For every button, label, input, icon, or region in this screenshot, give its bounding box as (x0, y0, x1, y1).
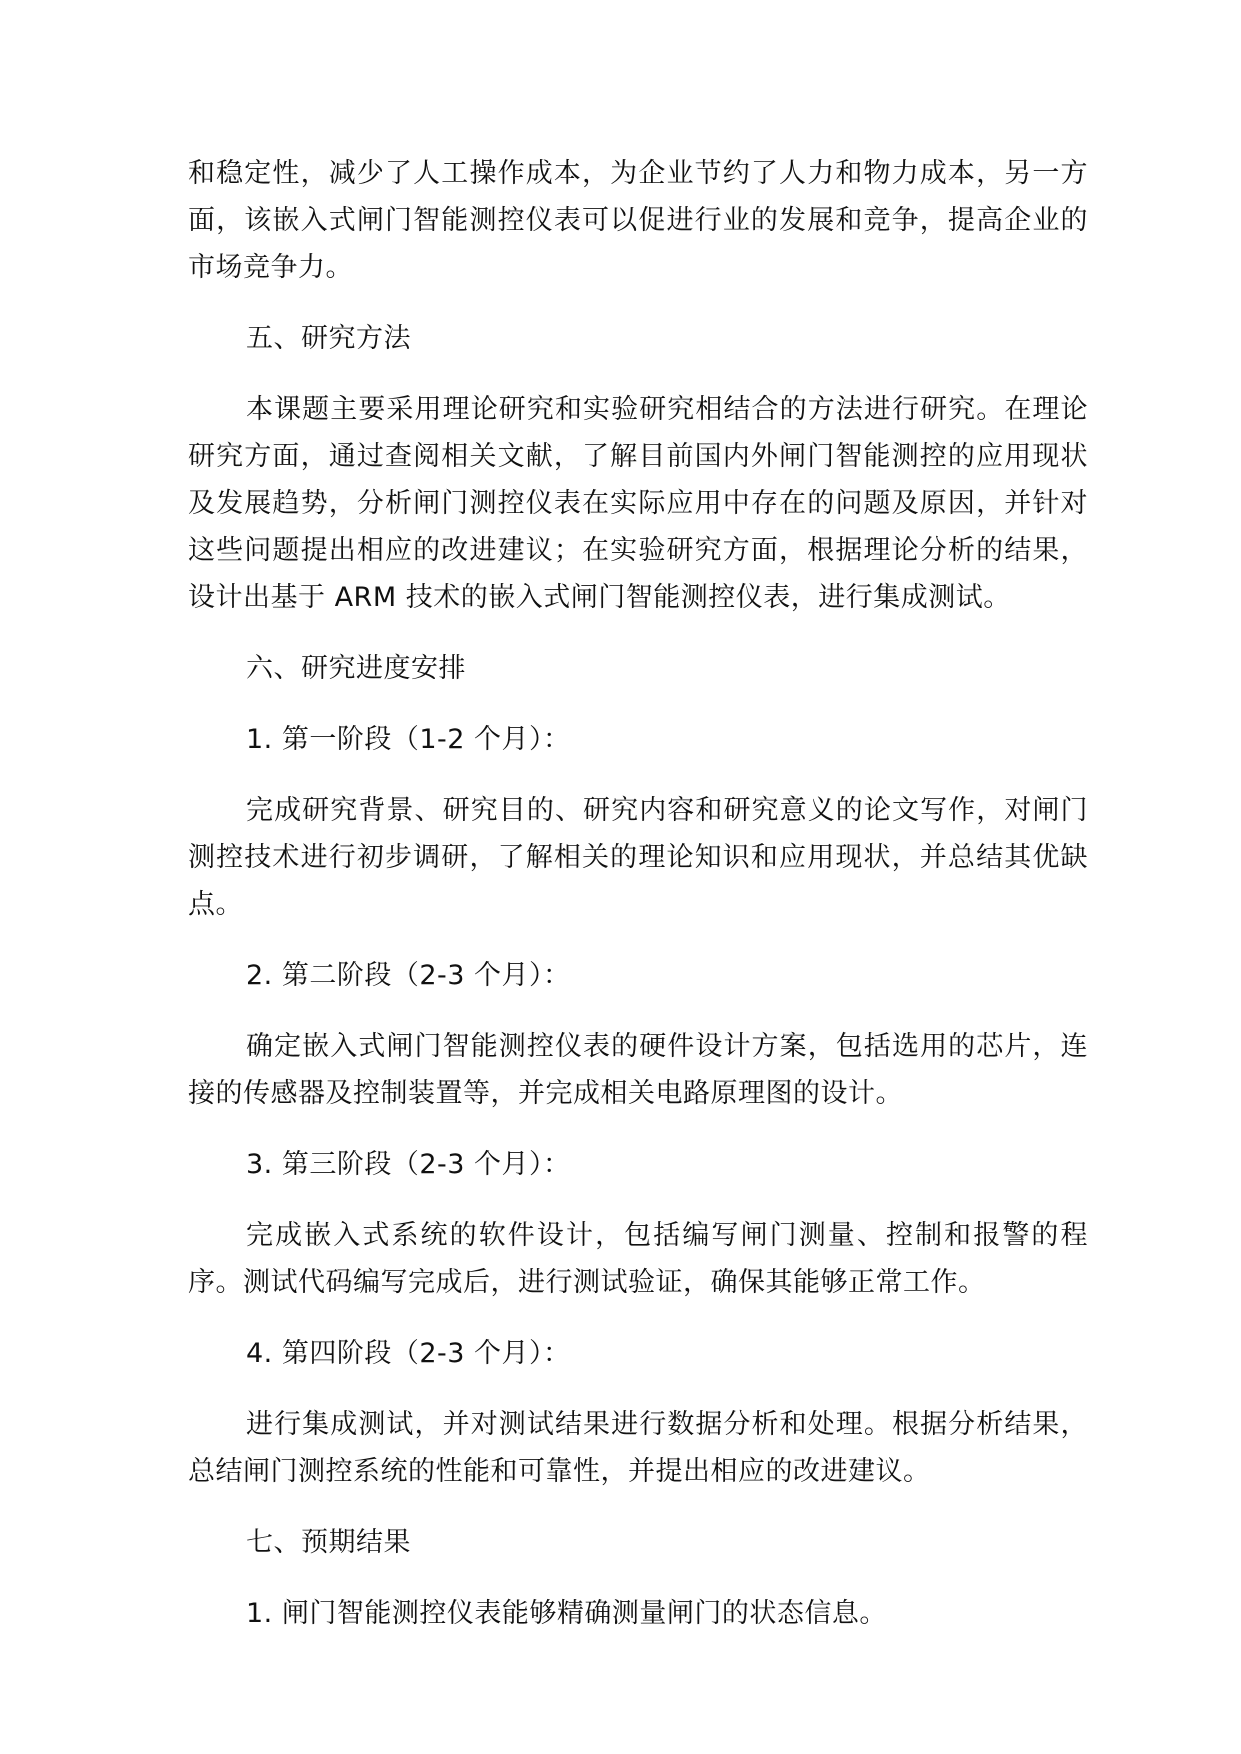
expected-result-1: 1. 闸门智能测控仪表能够精确测量闸门的状态信息。 (246, 1598, 887, 1629)
document-page (188, 150, 1088, 1661)
stage-2-text: 确定嵌入式闸门智能测控仪表的硬件设计方案，包括选用的芯片，连接的传感器及控制装置等，并完成相关电路原理图的设计。 (188, 1031, 1088, 1109)
section-heading-methods: 五、研究方法 (246, 323, 411, 354)
stage-1-heading: 1. 第一阶段（1-2 个月）： (246, 724, 571, 755)
section-heading-expected-results: 七、预期结果 (246, 1527, 411, 1558)
paragraph-continuation: 和稳定性，减少了人工操作成本，为企业节约了人力和物力成本，另一方面，该嵌入式闸门智能测控仪表可以促进行业的发展和竞争，提高企业的市场竞争力。 (188, 158, 1088, 283)
stage-4-text: 进行集成测试，并对测试结果进行数据分析和处理。根据分析结果，总结闸门测控系统的性能和可靠性，并提出相应的改进建议。 (188, 1409, 1088, 1487)
paragraph-methods: 本课题主要采用理论研究和实验研究相结合的方法进行研究。在理论研究方面，通过查阅相关文献，了解目前国内外闸门智能测控的应用现状及发展趋势，分析闸门测控仪表在实际应用中存在的问题及原因，并针对这些问题提出相应的改进建议；在实验研究方面，根据理论分析的结果，设计出基于 ARM 技术的嵌入式闸门智能测控仪表，进行集成测试。 (188, 394, 1088, 613)
stage-4-heading: 4. 第四阶段（2-3 个月）： (246, 1338, 571, 1369)
stage-2-heading: 2. 第二阶段（2-3 个月）： (246, 960, 571, 991)
section-heading-schedule: 六、研究进度安排 (246, 653, 466, 684)
stage-3-heading: 3. 第三阶段（2-3 个月）： (246, 1149, 571, 1180)
stage-3-text: 完成嵌入式系统的软件设计，包括编写闸门测量、控制和报警的程序。测试代码编写完成后，进行测试验证，确保其能够正常工作。 (188, 1220, 1088, 1298)
stage-1-text: 完成研究背景、研究目的、研究内容和研究意义的论文写作，对闸门测控技术进行初步调研，了解相关的理论知识和应用现状，并总结其优缺点。 (188, 795, 1088, 920)
